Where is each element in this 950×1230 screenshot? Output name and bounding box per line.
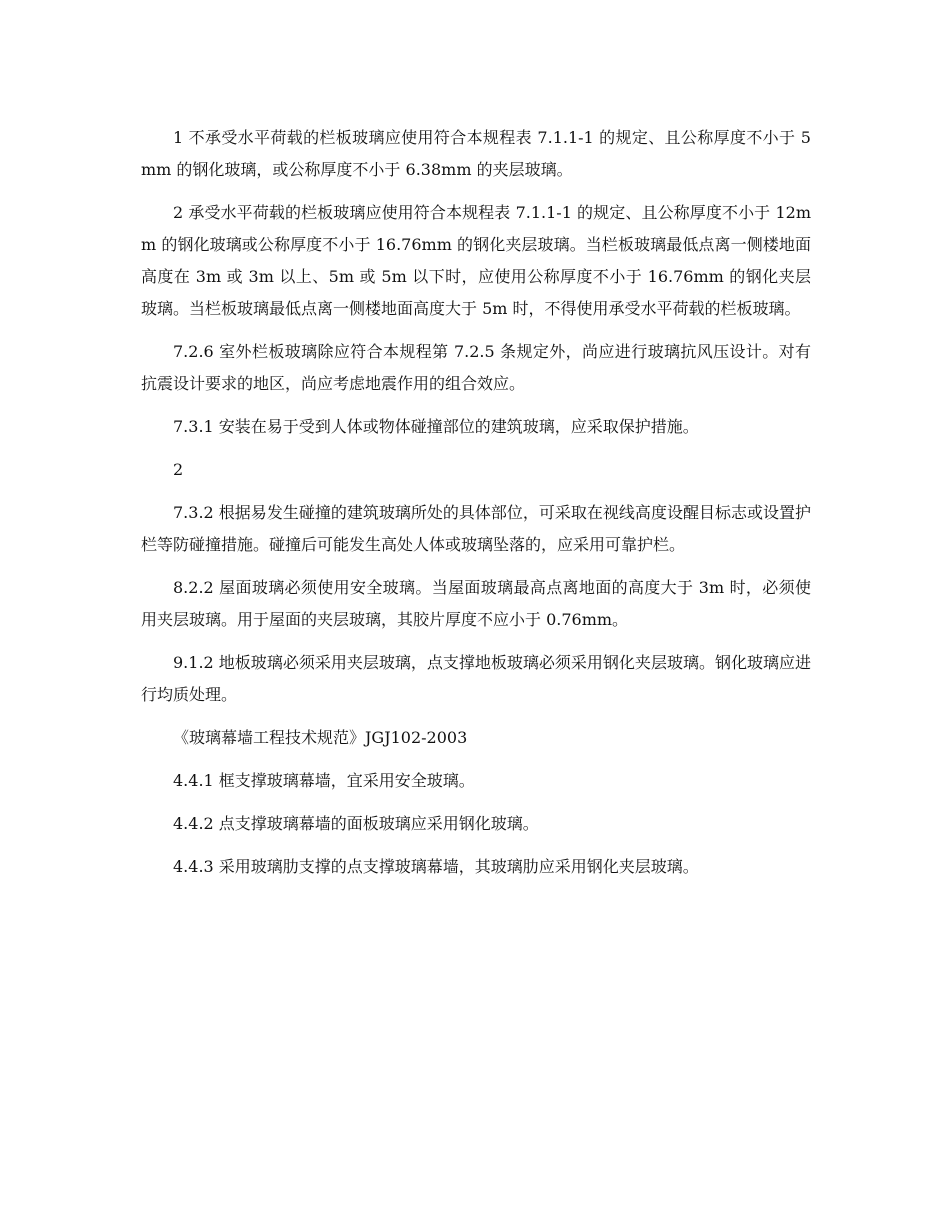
clause-paragraph: 4.4.1 框支撑玻璃幕墙，宜采用安全玻璃。: [173, 771, 475, 790]
clause-paragraph: 7.3.2 根据易发生碰撞的建筑玻璃所处的具体部位，可采取在视线高度设醒目标志或设置护栏等防碰撞措施。碰撞后可能发生高处人体或玻璃坠落的，应采用可靠护栏。: [141, 503, 811, 554]
standard-title: 《玻璃幕墙工程技术规范》JGJ102-2003: [173, 728, 468, 747]
document-body: [141, 122, 811, 894]
clause-paragraph: 2 承受水平荷载的栏板玻璃应使用符合本规程表 7.1.1-1 的规定、且公称厚度不小于 12mm 的钢化玻璃或公称厚度不小于 16.76mm 的钢化夹层玻璃。当栏板玻璃最低点离一侧楼地面高度在 3m 或 3m 以上、5m 或 5m 以下时，应使用公称厚度不小于 16.76mm 的钢化夹层玻璃。当栏板玻璃最低点离一侧楼地面高度大于 5m 时，不得使用承受水平荷载的栏板玻璃。: [141, 203, 811, 318]
clause-paragraph: 4.4.3 采用玻璃肋支撑的点支撑玻璃幕墙，其玻璃肋应采用钢化夹层玻璃。: [173, 857, 699, 876]
clause-paragraph: 9.1.2 地板玻璃必须采用夹层玻璃，点支撑地板玻璃必须采用钢化夹层玻璃。钢化玻璃应进行均质处理。: [141, 653, 811, 704]
clause-paragraph: 8.2.2 屋面玻璃必须使用安全玻璃。当屋面玻璃最高点离地面的高度大于 3m 时，必须使用夹层玻璃。用于屋面的夹层玻璃，其胶片厚度不应小于 0.76mm。: [141, 578, 811, 629]
clause-paragraph: 1 不承受水平荷载的栏板玻璃应使用符合本规程表 7.1.1-1 的规定、且公称厚度不小于 5mm 的钢化玻璃，或公称厚度不小于 6.38mm 的夹层玻璃。: [141, 128, 811, 179]
clause-paragraph: 7.2.6 室外栏板玻璃除应符合本规程第 7.2.5 条规定外，尚应进行玻璃抗风压设计。对有抗震设计要求的地区，尚应考虑地震作用的组合效应。: [141, 342, 811, 393]
item-number: 2: [173, 460, 184, 479]
clause-paragraph: 4.4.2 点支撑玻璃幕墙的面板玻璃应采用钢化玻璃。: [173, 814, 539, 833]
clause-paragraph: 7.3.1 安装在易于受到人体或物体碰撞部位的建筑玻璃，应采取保护措施。: [173, 417, 699, 436]
